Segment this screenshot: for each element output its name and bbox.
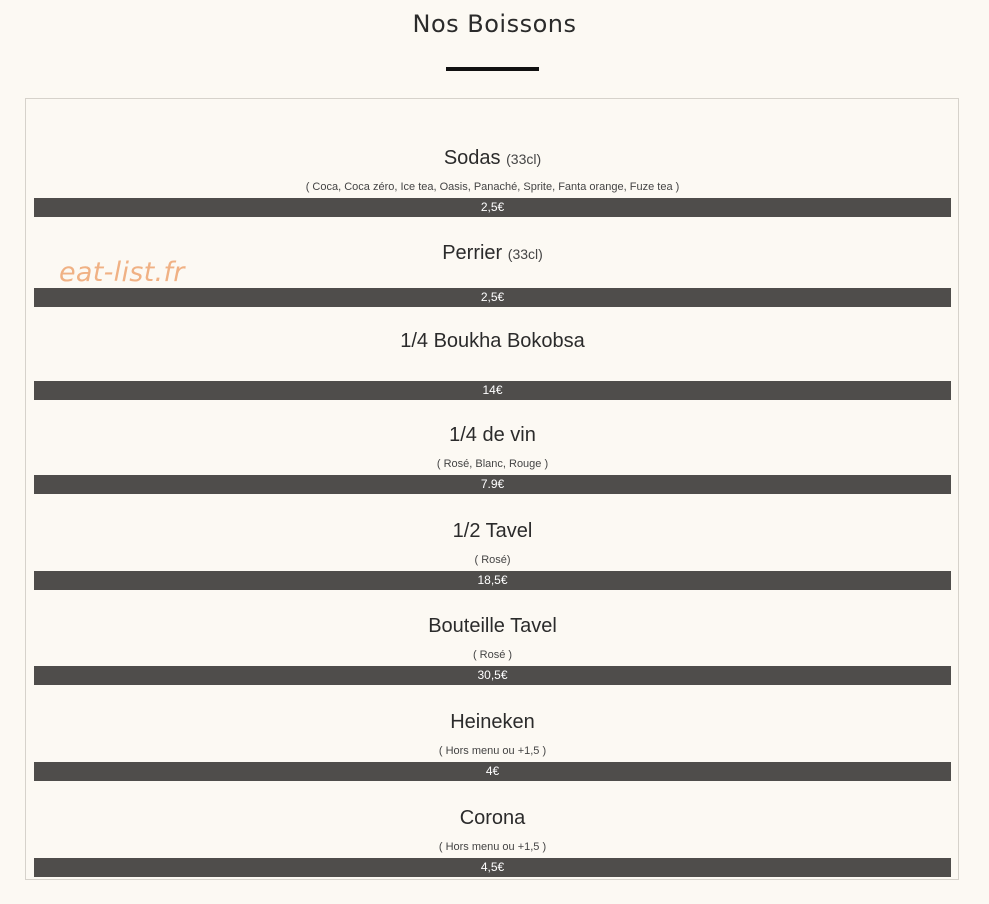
item-name: Perrier bbox=[442, 242, 503, 264]
item-description: ( Hors menu ou +1,5 ) bbox=[438, 745, 547, 757]
item-name: Heineken bbox=[450, 711, 535, 733]
item-name-row bbox=[34, 805, 951, 832]
item-price: 30,5€ bbox=[34, 666, 951, 685]
item-description: ( Rosé, Blanc, Rouge ) bbox=[436, 458, 549, 470]
item-name: Bouteille Tavel bbox=[428, 615, 557, 637]
drinks-menu bbox=[25, 98, 959, 880]
item-description: ( Hors menu ou +1,5 ) bbox=[438, 841, 547, 853]
item-name-row bbox=[34, 422, 951, 449]
item-description: ( Coca, Coca zéro, Ice tea, Oasis, Panaché, Sprite, Fanta orange, Fuze tea ) bbox=[305, 181, 680, 193]
page-title: Nos Boissons bbox=[412, 10, 577, 38]
item-name-row bbox=[34, 709, 951, 736]
item-name-row bbox=[34, 613, 951, 640]
menu-item-bouteille-tavel bbox=[34, 613, 951, 708]
item-name-row bbox=[34, 145, 951, 172]
item-name-row bbox=[34, 518, 951, 545]
item-price: 14€ bbox=[34, 381, 951, 400]
item-price: 4,5€ bbox=[34, 858, 951, 877]
item-name: 1/4 de vin bbox=[449, 424, 536, 446]
item-price: 7.9€ bbox=[34, 475, 951, 494]
item-size: (33cl) bbox=[507, 246, 543, 262]
item-name: Corona bbox=[459, 807, 526, 829]
title-underline bbox=[446, 67, 539, 71]
menu-item-vin bbox=[34, 422, 951, 517]
item-description: ( Rosé) bbox=[474, 554, 511, 566]
watermark-text: eat-list.fr bbox=[59, 257, 185, 288]
item-name: Sodas bbox=[443, 147, 501, 169]
item-description: ( Rosé ) bbox=[472, 649, 513, 661]
item-price: 2,5€ bbox=[34, 288, 951, 307]
item-name-row bbox=[34, 328, 951, 355]
item-price: 4€ bbox=[34, 762, 951, 781]
menu-item-heineken bbox=[34, 709, 951, 804]
menu-item-half-tavel bbox=[34, 518, 951, 613]
menu-item-boukha bbox=[34, 328, 951, 423]
menu-item-sodas bbox=[34, 145, 951, 240]
menu-item-corona bbox=[34, 805, 951, 900]
item-price: 2,5€ bbox=[34, 198, 951, 217]
item-size: (33cl) bbox=[506, 151, 542, 167]
item-name: 1/2 Tavel bbox=[452, 520, 533, 542]
item-name: 1/4 Boukha Bokobsa bbox=[400, 330, 585, 352]
item-price: 18,5€ bbox=[34, 571, 951, 590]
